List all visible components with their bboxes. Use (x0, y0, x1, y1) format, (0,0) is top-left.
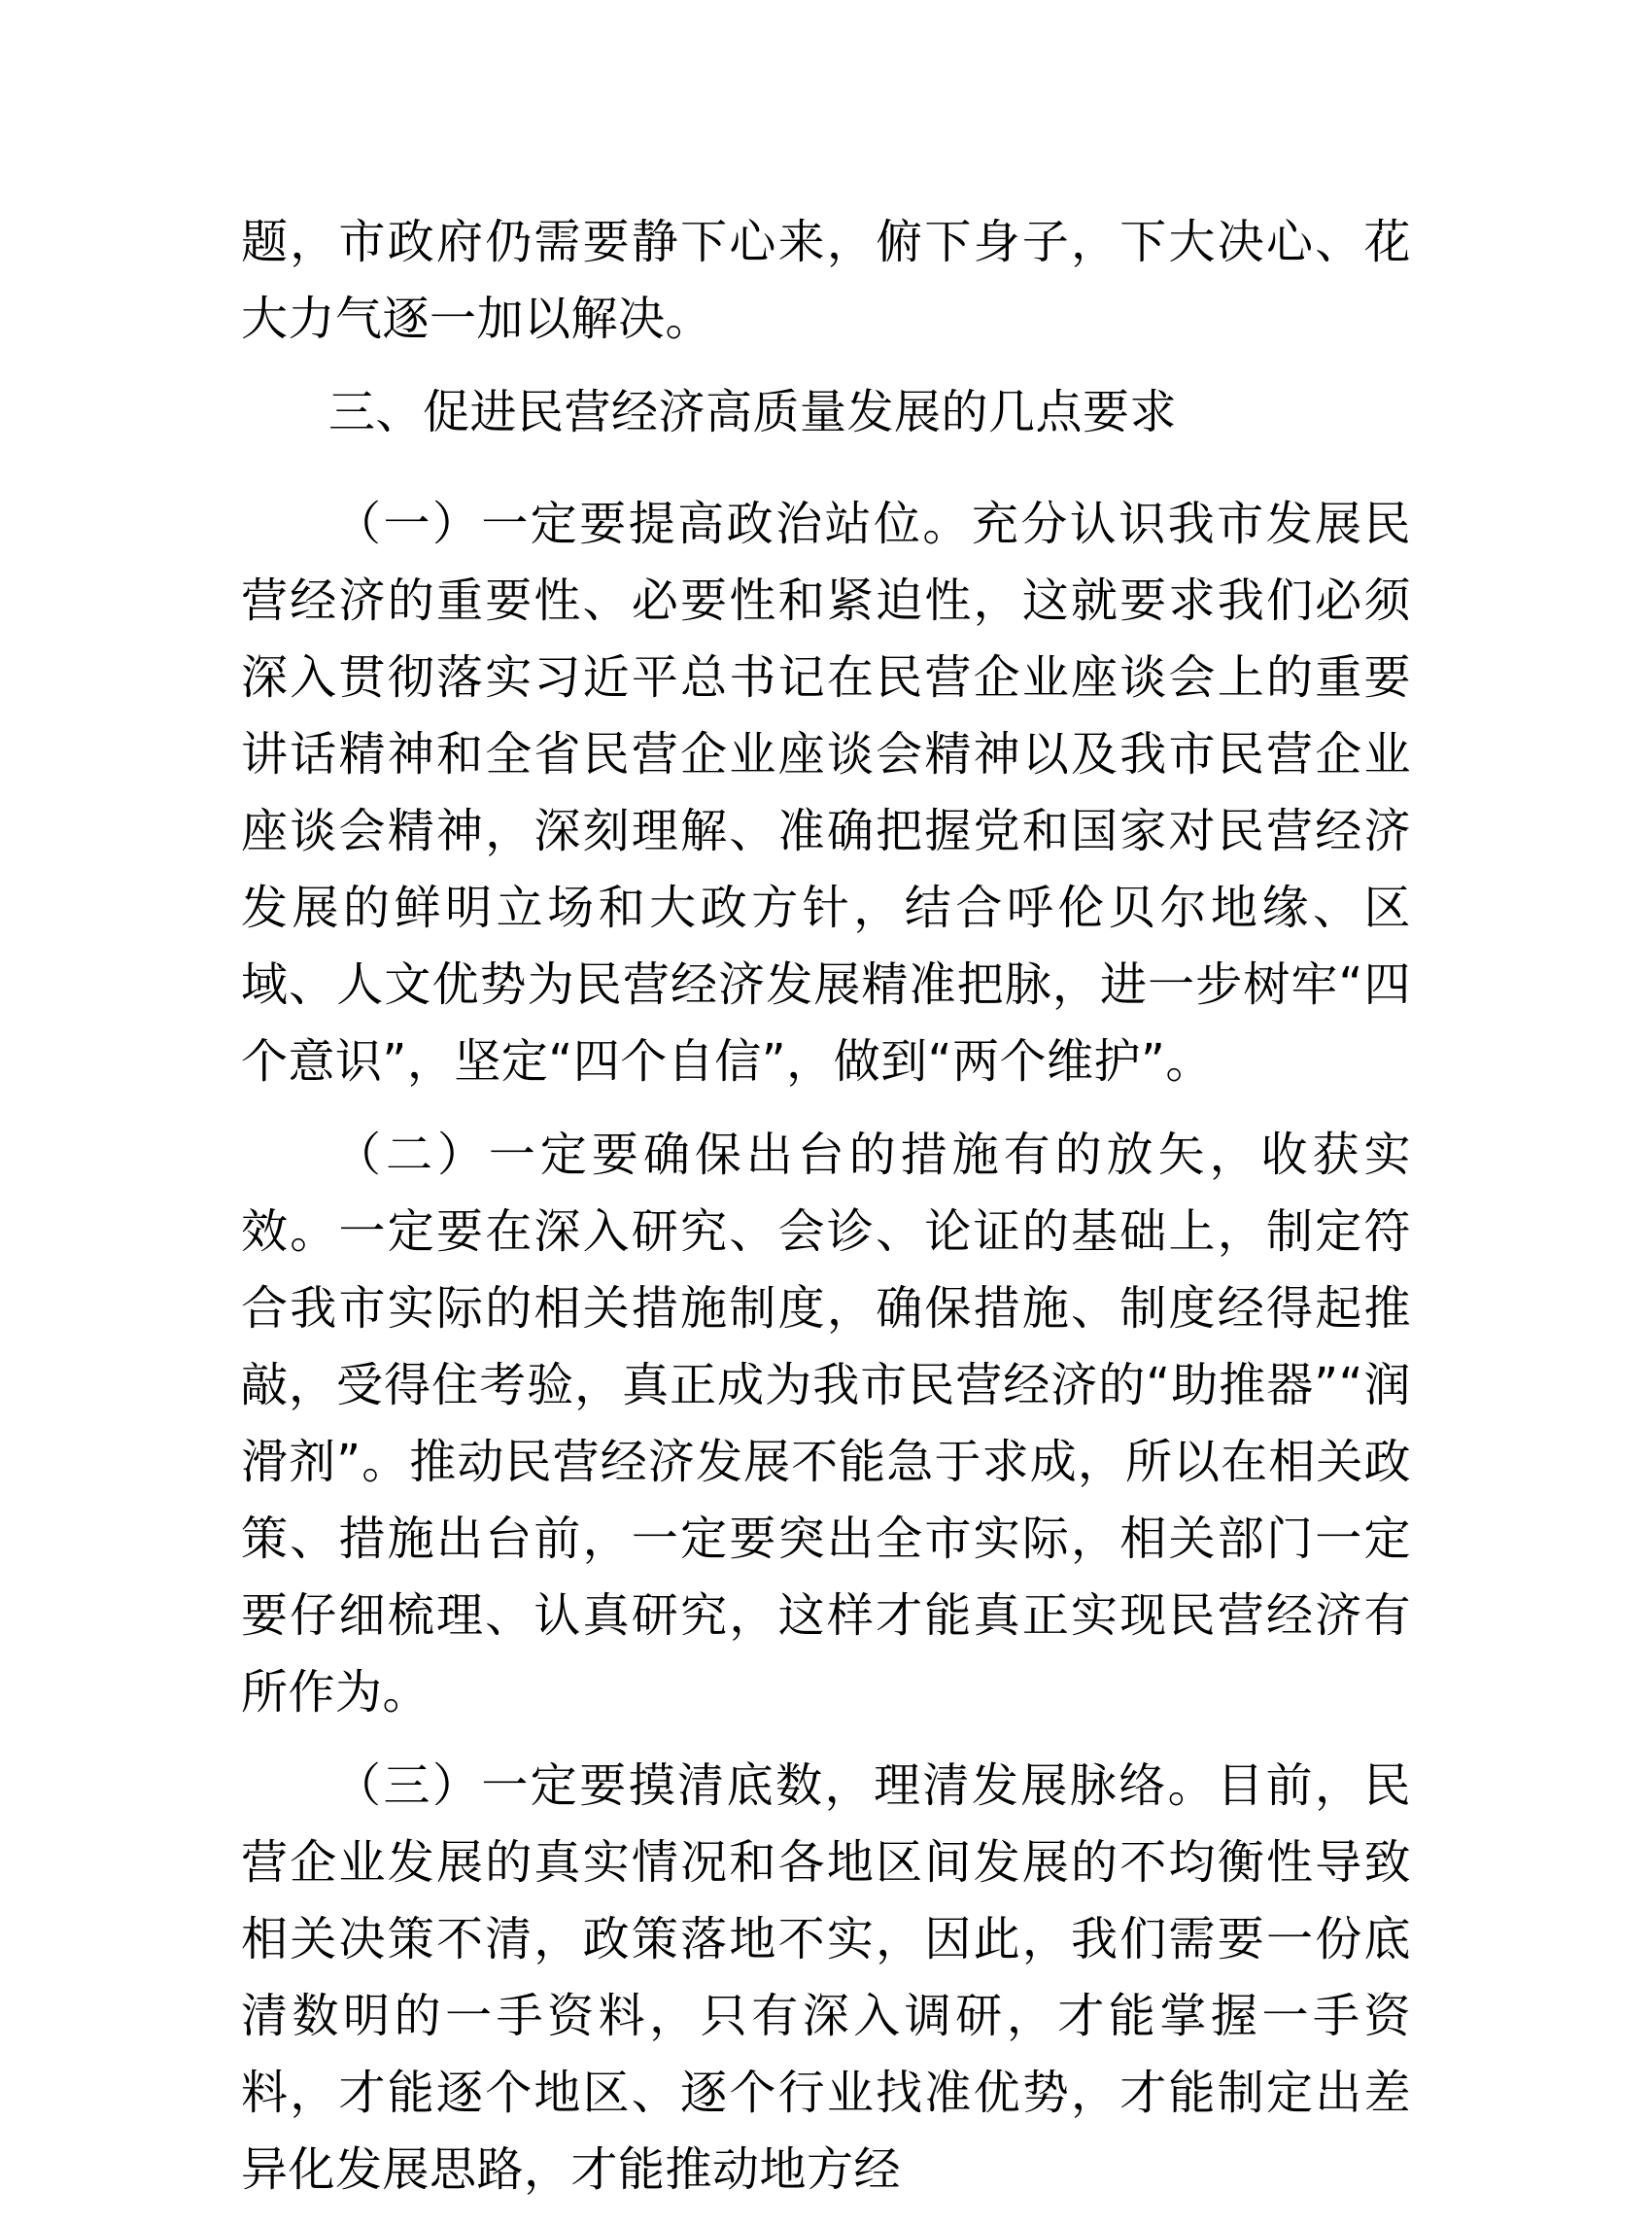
paragraph-requirement-2: （二）一定要确保出台的措施有的放矢，收获实效。一定要在深入研究、会诊、论证的基础上，制定符合我市实际的相关措施制度，确保措施、制度经得起推敲，受得住考验，真正成为我市民营经济的“助推器”“润滑剂”。推动民营经济发展不能急于求成，所以在相关政策、措施出台前，一定要突出全市实际，相关部门一定要仔细梳理、认真研究，这样才能真正实现民营经济有所作为。 (241, 1128, 1411, 1720)
paragraph-requirement-1: （一）一定要提高政治站位。充分认识我市发展民营经济的重要性、必要性和紧迫性，这就要求我们必须深入贯彻落实习近平总书记在民营企业座谈会上的重要讲话精神和全省民营企业座谈会精神以及我市民营企业座谈会精神，深刻理解、准确把握党和国家对民营经济发展的鲜明立场和大政方针，结合呼伦贝尔地缘、区域、人文优势为民营经济发展精准把脉，进一步树牢“四个意识”，坚定“四个自信”，做到“两个维护”。 (241, 497, 1411, 1089)
paragraph-continuation: 题，市政府仍需要静下心来，俯下身子，下大决心、花大力气逐一加以解决。 (241, 215, 1411, 346)
section-heading: 三、促进民营经济高质量发展的几点要求 (328, 385, 1178, 439)
document-body (241, 204, 1411, 2225)
paragraph-requirement-3: （三）一定要摸清底数，理清发展脉络。目前，民营企业发展的真实情况和各地区间发展的不均衡性导致相关决策不清，政策落地不实，因此，我们需要一份底清数明的一手资料，只有深入调研，才能掌握一手资料，才能逐个地区、逐个行业找准优势，才能制定出差异化发展思路，才能推动地方经 (241, 1758, 1411, 2197)
